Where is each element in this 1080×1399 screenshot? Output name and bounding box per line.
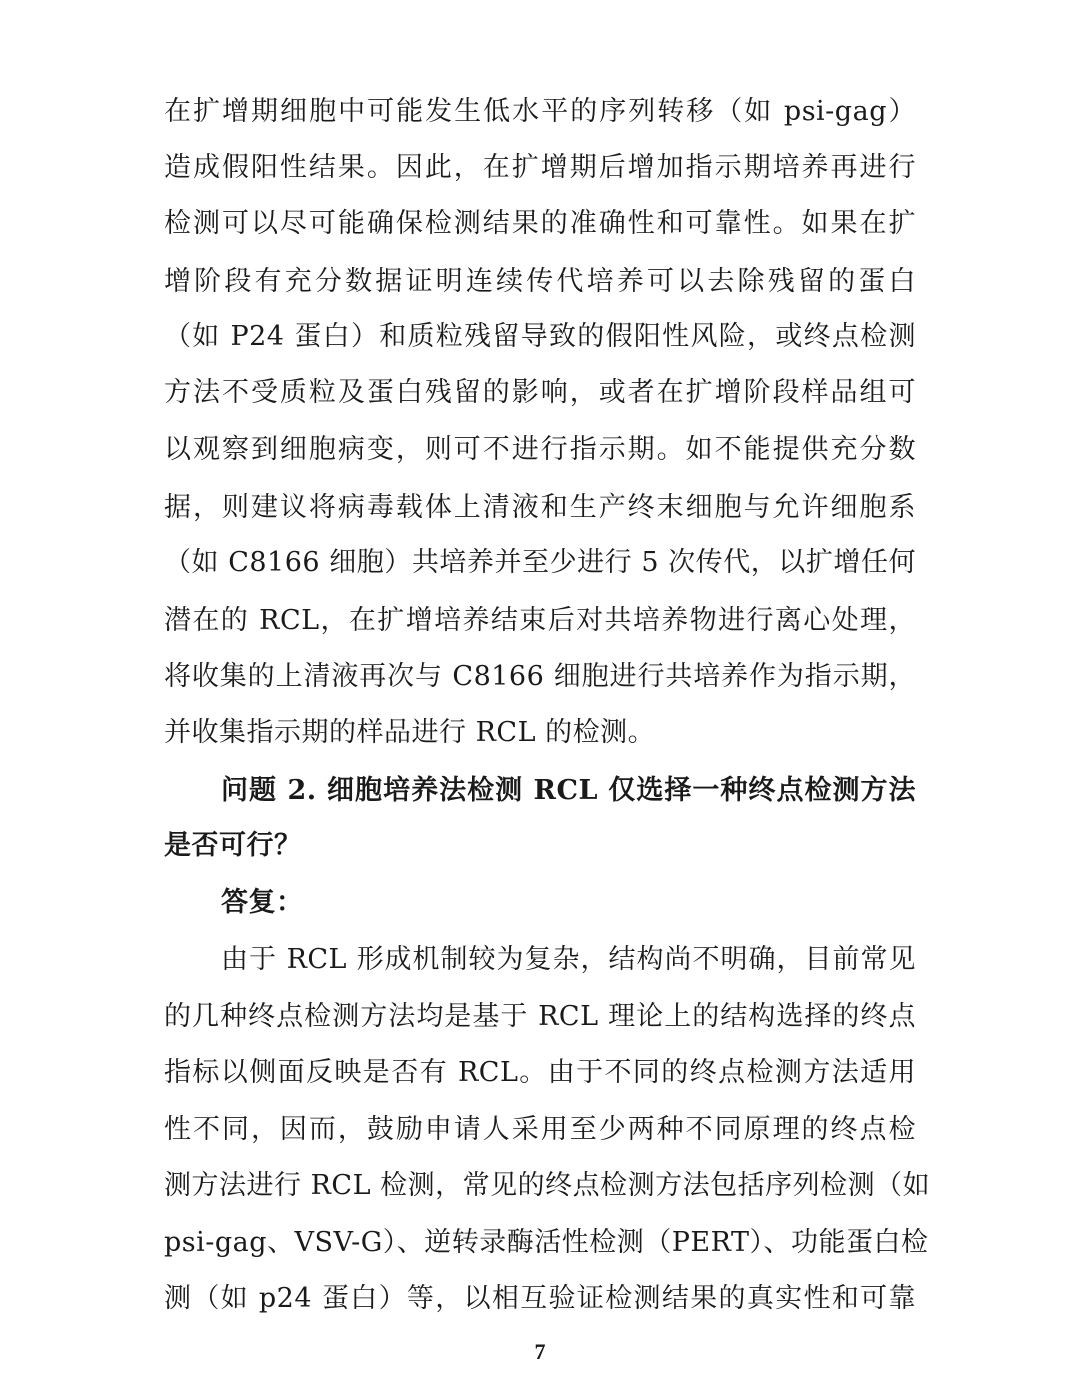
paragraph-2-line: 指标以侧面反映是否有 RCL。由于不同的终点检测方法适用 (164, 1057, 916, 1088)
paragraph-1-line: 造成假阳性结果。因此，在扩增期后增加指示期培养再进行 (164, 152, 916, 183)
paragraph-2-line: 由于 RCL 形成机制较为复杂，结构尚不明确，目前常见 (221, 944, 916, 975)
question-heading-continued: 是否可行？ (164, 830, 302, 861)
paragraph-1-line: 方法不受质粒及蛋白残留的影响，或者在扩增阶段样品组可 (164, 377, 916, 408)
paragraph-2-line: 测方法进行 RCL 检测，常见的终点检测方法包括序列检测（如 (164, 1170, 931, 1201)
paragraph-2-line: 性不同，因而，鼓励申请人采用至少两种不同原理的终点检 (164, 1114, 916, 1145)
paragraph-2-line: psi-gag、VSV-G）、逆转录酶活性检测（PERT）、功能蛋白检 (164, 1227, 929, 1258)
paragraph-1-line: 据，则建议将病毒载体上清液和生产终末细胞与允许细胞系 (164, 492, 916, 523)
question-heading: 问题 2. 细胞培养法检测 RCL 仅选择一种终点检测方法 (221, 775, 916, 806)
paragraph-2-line: 的几种终点检测方法均是基于 RCL 理论上的结构选择的终点 (164, 1001, 916, 1032)
paragraph-1-line: 在扩增期细胞中可能发生低水平的序列转移（如 psi-gag） (164, 96, 916, 127)
paragraph-1-line: 检测可以尽可能确保检测结果的准确性和可靠性。如果在扩 (164, 208, 916, 239)
paragraph-1-line: （如 P24 蛋白）和质粒残留导致的假阳性风险，或终点检测 (164, 321, 916, 352)
paragraph-1-line: 并收集指示期的样品进行 RCL 的检测。 (164, 717, 656, 748)
paragraph-1-line: 潜在的 RCL，在扩增培养结束后对共培养物进行离心处理， (164, 605, 916, 636)
paragraph-2-line: 测（如 p24 蛋白）等，以相互验证检测结果的真实性和可靠 (164, 1283, 916, 1314)
answer-label: 答复： (221, 887, 304, 918)
paragraph-1-line: （如 C8166 细胞）共培养并至少进行 5 次传代，以扩增任何 (164, 547, 916, 578)
paragraph-1-line: 将收集的上清液再次与 C8166 细胞进行共培养作为指示期， (164, 661, 916, 692)
paragraph-1-line: 增阶段有充分数据证明连续传代培养可以去除残留的蛋白 (164, 266, 916, 297)
page-number: 7 (534, 1339, 546, 1364)
paragraph-1-line: 以观察到细胞病变，则可不进行指示期。如不能提供充分数 (164, 434, 916, 465)
